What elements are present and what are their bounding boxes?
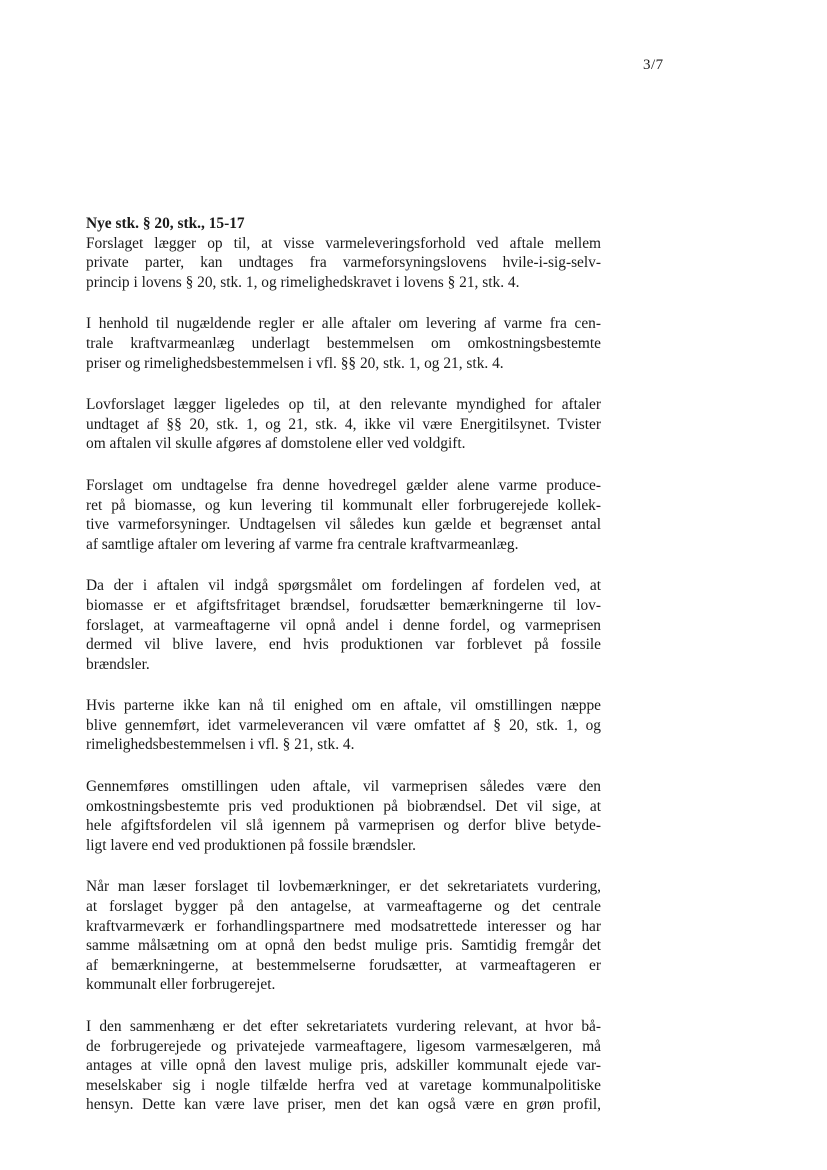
paragraph	[86, 395, 601, 454]
text-line: priser og rimelighedsbestemmelsen i vfl. §§ 20, stk. 1, og 21, stk. 4.	[86, 354, 504, 372]
paragraph	[86, 314, 601, 373]
text-line: om aftalen vil skulle afgøres af domstolene eller ved voldgift.	[86, 435, 466, 453]
text-line: I den sammenhæng er det efter sekretariatets vurdering relevant, at hvor bå-	[86, 1018, 601, 1035]
document-body	[86, 214, 601, 1115]
text-line: undtaget af §§ 20, stk. 1, og 21, stk. 4, ikke vil være Energitilsynet. Tvister	[86, 415, 601, 433]
paragraph	[86, 476, 601, 554]
text-line: meselskaber sig i nogle tilfælde herfra ved at varetage kommunalpolitiske	[86, 1076, 601, 1094]
paragraph-list	[86, 234, 601, 1115]
page-number: 3/7	[643, 57, 664, 73]
text-line: Hvis parterne ikke kan nå til enighed om en aftale, vil omstillingen næppe	[86, 697, 601, 715]
text-line: hensyn. Dette kan være lave priser, men det kan også være en grøn profil,	[86, 1096, 601, 1114]
text-line: tive varmeforsyninger. Undtagelsen vil således kun gælde et begrænset antal	[86, 516, 601, 534]
text-line: forslaget, at varmeaftagerne vil opnå andel i denne fordel, og varmeprisen	[86, 616, 601, 634]
text-line: private parter, kan undtages fra varmeforsyningslovens hvile-i-sig-selv-	[86, 254, 601, 272]
paragraph	[86, 777, 601, 855]
paragraph	[86, 696, 601, 755]
paragraph	[86, 576, 601, 674]
text-line: Når man læser forslaget til lovbemærkninger, er det sekretariatets vurdering,	[86, 878, 601, 896]
text-line: I henhold til nugældende regler er alle aftaler om levering af varme fra cen-	[86, 315, 601, 333]
text-line: omkostningsbestemte pris ved produktionen på biobrændsel. Det vil sige, at	[86, 797, 601, 815]
text-line: af bemærkningerne, at bestemmelserne forudsætter, at varmeaftageren er	[86, 956, 601, 974]
text-line: dermed vil blive lavere, end hvis produktionen var forblevet på fossile	[86, 636, 601, 654]
text-line: Gennemføres omstillingen uden aftale, vil varmeprisen således være den	[86, 778, 601, 796]
text-line: hele afgiftsfordelen vil slå igennem på varmeprisen og derfor blive betyde-	[86, 817, 601, 835]
text-line: Forslaget om undtagelse fra denne hovedregel gælder alene varme produce-	[86, 476, 601, 494]
paragraph	[86, 1017, 601, 1115]
text-line: ligt lavere end ved produktionen på fossile brændsler.	[86, 836, 416, 854]
text-line: trale kraftvarmeanlæg underlagt bestemmelsen om omkostningsbestemte	[86, 334, 601, 352]
text-line: kraftvarmeværk er forhandlingspartnere med modsatrettede interesser og har	[86, 917, 601, 935]
paragraph	[86, 234, 601, 293]
text-line: kommunalt eller forbrugerejet.	[86, 976, 276, 994]
text-line: brændsler.	[86, 655, 150, 673]
text-line: rimelighedsbestemmelsen i vfl. § 21, stk. 4.	[86, 736, 355, 754]
text-line: samme målsætning om at opnå den bedst mulige pris. Samtidig fremgår det	[86, 937, 601, 955]
text-line: Forslaget lægger op til, at visse varmeleveringsforhold ved aftale mellem	[86, 234, 601, 252]
section-heading: Nye stk. § 20, stk., 15-17	[86, 215, 245, 232]
text-line: blive gennemført, idet varmeleverancen vil være omfattet af § 20, stk. 1, og	[86, 716, 601, 734]
text-line: princip i lovens § 20, stk. 1, og rimelighedskravet i lovens § 21, stk. 4.	[86, 273, 520, 291]
text-line: ret på biomasse, og kun levering til kommunalt eller forbrugerejede kollek-	[86, 496, 601, 514]
paragraph	[86, 877, 601, 995]
text-line: at forslaget bygger på den antagelse, at varmeaftagerne og det centrale	[86, 898, 601, 916]
text-line: Da der i aftalen vil indgå spørgsmålet om fordelingen af fordelen ved, at	[86, 577, 601, 595]
text-line: Lovforslaget lægger ligeledes op til, at den relevante myndighed for aftaler	[86, 396, 601, 414]
text-line: de forbrugerejede og privatejede varmeaftagere, ligesom varmesælgeren, må	[86, 1037, 601, 1055]
text-line: af samtlige aftaler om levering af varme fra centrale kraftvarmeanlæg.	[86, 535, 519, 553]
text-line: antages at ville opnå den lavest mulige pris, adskiller kommunalt ejede var-	[86, 1057, 601, 1075]
text-line: biomasse er et afgiftsfritaget brændsel, forudsætter bemærkningerne til lov-	[86, 596, 601, 614]
